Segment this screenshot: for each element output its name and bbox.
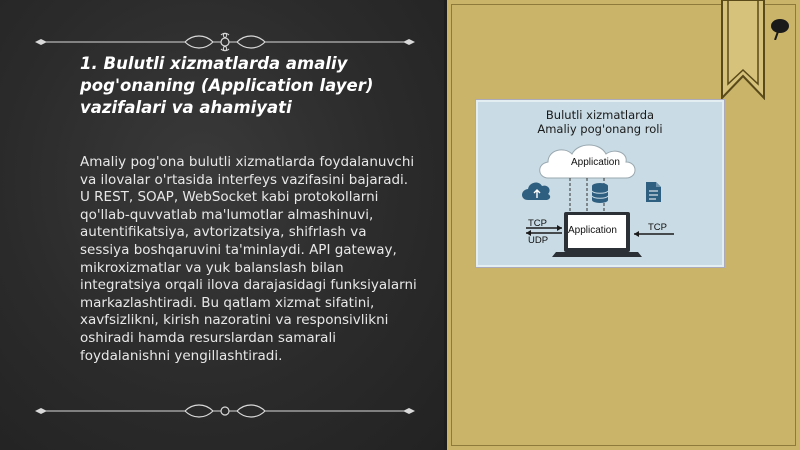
panel-divider (444, 0, 447, 450)
laptop-application-label: Application (568, 225, 617, 236)
cloud-upload-icon (522, 182, 550, 200)
diagram-graphics (476, 100, 724, 267)
document-icon (646, 182, 661, 202)
right-tcp-label: TCP (648, 222, 667, 233)
left-tcp-label: TCP (528, 218, 547, 229)
database-icon (592, 183, 608, 203)
slide-title: 1. Bulutli xizmatlarda amaliy pog'onaning (Application layer) vazifalari va ahamiyati (80, 54, 374, 117)
top-ornament (35, 30, 415, 54)
bottom-ornament (35, 399, 415, 423)
bookmark-ribbon-icon (720, 0, 766, 100)
application-layer-diagram (475, 99, 725, 268)
diagram-title-line2: Amaliy pog'onang roli (537, 122, 663, 136)
cloud-application-label: Application (571, 157, 620, 168)
pin-icon (767, 14, 793, 40)
slide-body: Amaliy pog'ona bulutli xizmatlarda foydalanuvchi va ilovalar o'rtasida interfeys vazifasini bajaradi. U REST, SOAP, WebSocket kabi protokollarni qo'llab-quvvatlab ma'lumotlar almashinuvi, autentifikatsiya, avtorizatsiya, shifrlash va sessiya boshqaruvini ta'minlaydi. API gateway, mikroxizmatlar va yuk balanslash bilan integratsiya orqali ilova darajasidagi funksiyalarni markazlashtiradi. Bu qatlam xizmat sifatini, xavfsizlikni, kirish nazoratini va responsivlikni oshiradi hamda resurslardan samarali foydalanishni yengillashtiradi. (80, 154, 417, 364)
diagram-title-line1: Bulutli xizmatlarda (545, 108, 655, 122)
left-udp-label: UDP (528, 235, 549, 246)
